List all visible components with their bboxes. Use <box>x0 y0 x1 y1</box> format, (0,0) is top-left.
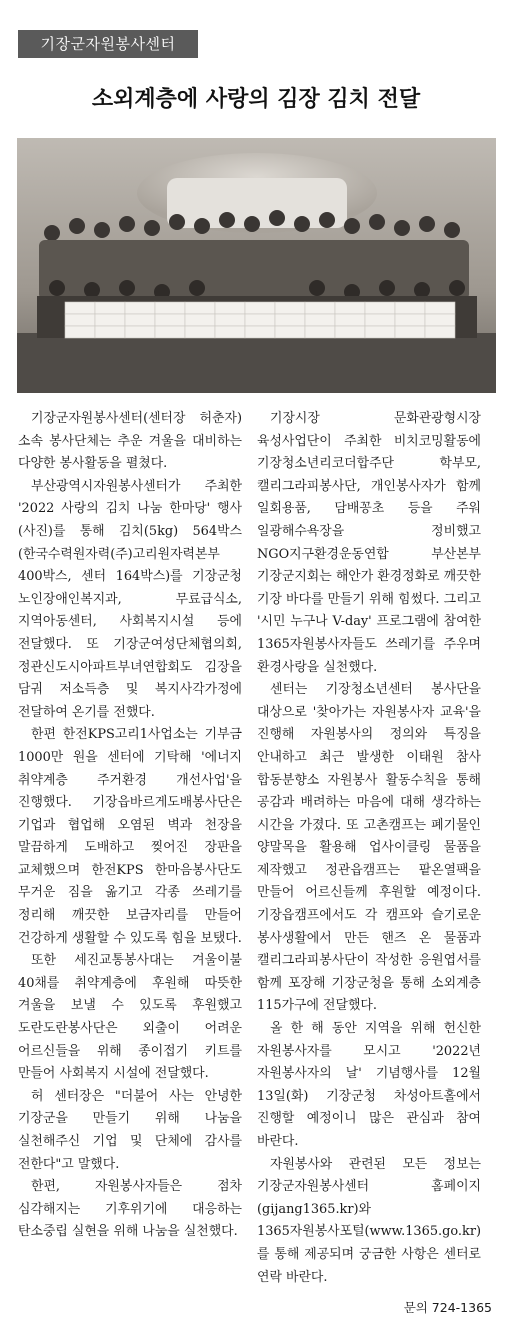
article-headline: 소외계층에 사랑의 김장 김치 전달 <box>91 87 421 112</box>
paragraph: 한편, 자원봉사자들은 점차 심각해지는 기후위기에 대응하는 탄소중립 실현을 위해 나눔을 실천했다. <box>18 1179 242 1240</box>
paragraph: 허 센터장은 "더불어 사는 안녕한 기장군을 만들기 위해 나눔을 실천해주신 기업 및 단체에 감사를 전한다"고 말했다. <box>18 1088 242 1172</box>
group-photo <box>17 138 496 393</box>
paragraph: 또한 세진교통봉사대는 겨울이불 40채를 취약계층에 후원해 따뜻한 겨울을 보낼 수 있도록 후원했고 도란도란봉사단은 외출이 어려운 어르신들을 위해 종이접기 키트를 만들어 사회복지 시설에 전달했다. <box>18 953 242 1082</box>
paragraph: 기장군자원봉사센터(센터장 허춘자) 소속 봉사단체는 추운 겨울을 대비하는 다양한 봉사활동을 펼쳤다. <box>18 411 242 472</box>
paragraph: 자원봉사와 관련된 모든 정보는 기장군자원봉사센터 홈페이지(gijang1365.kr)와 1365자원봉사포털(www.1365.go.kr)를 통해 제공되며 궁금한 사항은 센터로 연락 바란다. <box>257 1156 482 1285</box>
paragraph: 한편 한전KPS고리1사업소는 기부금 1000만 원을 센터에 기탁해 '에너지 취약계층 주거환경 개선사업'을 진행했다. 기장읍바르게도배봉사단은 기업과 협업해 오염된 벽과 천장을 말끔하게 도배하고 찢어진 장판을 교체했으며 한전KPS 한마음봉사단도 무거운 짐을 옮기고 각종 쓰레기를 정리해 깨끗한 보금자리를 만들어 건강하게 생활할 수 있도록 힘을 보탰다. <box>18 727 242 946</box>
paragraph: 기장시장 문화관광형시장 육성사업단이 주최한 비치코밍활동에 기장청소년리코더합주단 학부모, 캘리그라피봉사단, 개인봉사자가 함께 일회용품, 담배꽁초 등을 주워 일광해수욕장을 정비했고 NGO지구환경운동연합 부산본부 기장군지회는 해안가 환경정화로 깨끗한 기장 바다를 만들기 위해 힘썼다. 그리고 '시민 누구나 V-day' 프로그램에 참여한 1365자원봉사자들도 쓰레기를 주우며 환경사랑을 실천했다. <box>257 411 481 675</box>
article-left-column <box>18 408 242 1244</box>
group-photo-illustration <box>17 138 496 393</box>
article-right-column <box>257 408 481 1289</box>
paragraph: 센터는 기장청소년센터 봉사단을 대상으로 '찾아가는 자원봉사자 교육'을 진행해 자원봉사의 정의와 특징을 안내하고 최근 발생한 이태원 참사 합동분향소 자원봉사 활동수칙을 통해 공감과 배려하는 마음에 대해 생각하는 시간을 가졌다. 또 고촌캠프는 폐기물인 양말목을 활용해 업사이클링 물품을 제작했고 정관읍캠프는 팥온열팩을 만들어 어르신들께 후원할 예정이다. 기장읍캠프에서도 각 캠프와 슬기로운 봉사생활에서 만든 핸즈 온 물품과 캘리그라피봉사단이 작성한 응원엽서를 함께 포장해 기장군청을 통해 소외계층 115가구에 전달했다. <box>257 682 481 1014</box>
paragraph: 부산광역시자원봉사센터가 주최한 '2022 사랑의 김치 나눔 한마당' 행사(사진)를 통해 김치(5kg) 564박스(한국수력원자력(주)고리원자력본부 400박스, 센터 164박스)를 기장군청 노인장애인복지과, 무료급식소, 지역아동센터, 사회복지시설 등에 전달했다. 또 기장군여성단체협의회, 정관신도시아파트부녀연합회도 김장을 담궈 저소득층 및 복지사각가정에 전달하여 온기를 전했다. <box>18 478 242 720</box>
paragraph: 올 한 해 동안 지역을 위해 헌신한 자원봉사자를 모시고 '2022년 자원봉사자의 날' 기념행사를 12월 13일(화) 기장군청 차성아트홀에서 진행할 예정이니 많은 관심과 참여 바란다. <box>257 1021 481 1149</box>
section-label: 기장군자원봉사센터 <box>18 30 198 58</box>
contact-info: 문의 724-1365 <box>403 1300 492 1315</box>
